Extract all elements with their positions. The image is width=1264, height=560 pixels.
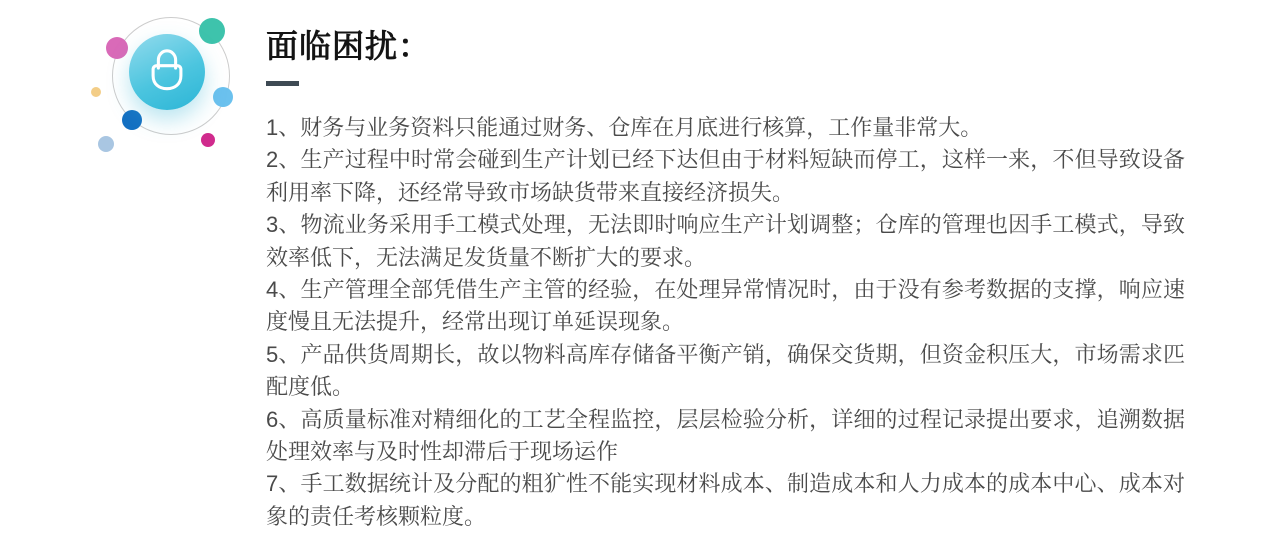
trouble-item: 2、生产过程中时常会碰到生产计划已经下达但由于材料短缺而停工，这样一来，不但导致设备利用率下降，还经常导致市场缺货带来直接经济损失。 xyxy=(266,147,1185,205)
trouble-item: 1、财务与业务资料只能通过财务、仓库在月底进行核算，工作量非常大。 xyxy=(266,115,983,140)
title-accent-bar xyxy=(266,81,299,86)
decor-dot xyxy=(213,87,233,107)
trouble-item: 6、高质量标准对精细化的工艺全程监控，层层检验分析，详细的过程记录提出要求，追溯数据处理效率与及时性却滞后于现场运作 xyxy=(266,406,1185,465)
decor-dot xyxy=(91,87,101,97)
trouble-item: 4、生产管理全部凭借生产主管的经验，在处理异常情况时，由于没有参考数据的支撑，响应速度慢且无法提升，经常出现订单延误现象。 xyxy=(266,277,1185,335)
trouble-item: 5、产品供货周期长，故以物料高库存储备平衡产销，确保交货期，但资金积压大，市场需求匹配度低。 xyxy=(266,341,1185,400)
trouble-item: 3、物流业务采用手工模式处理，无法即时响应生产计划调整；仓库的管理也因手工模式，导致效率低下，无法满足发货量不断扩大的要求。 xyxy=(266,212,1185,270)
page-title: 面临困扰： xyxy=(266,28,432,64)
trouble-list xyxy=(266,112,1185,533)
decor-dot xyxy=(122,110,142,130)
lock-icon xyxy=(144,45,190,100)
decor-dot xyxy=(199,18,225,44)
decor-dot xyxy=(98,136,114,152)
lock-badge-cluster xyxy=(0,0,250,170)
decor-dot xyxy=(106,37,128,59)
lock-badge xyxy=(129,34,205,110)
decor-dot xyxy=(201,133,215,147)
trouble-item: 7、手工数据统计及分配的粗犷性不能实现材料成本、制造成本和人力成本的成本中心、成本对象的责任考核颗粒度。 xyxy=(266,471,1185,529)
